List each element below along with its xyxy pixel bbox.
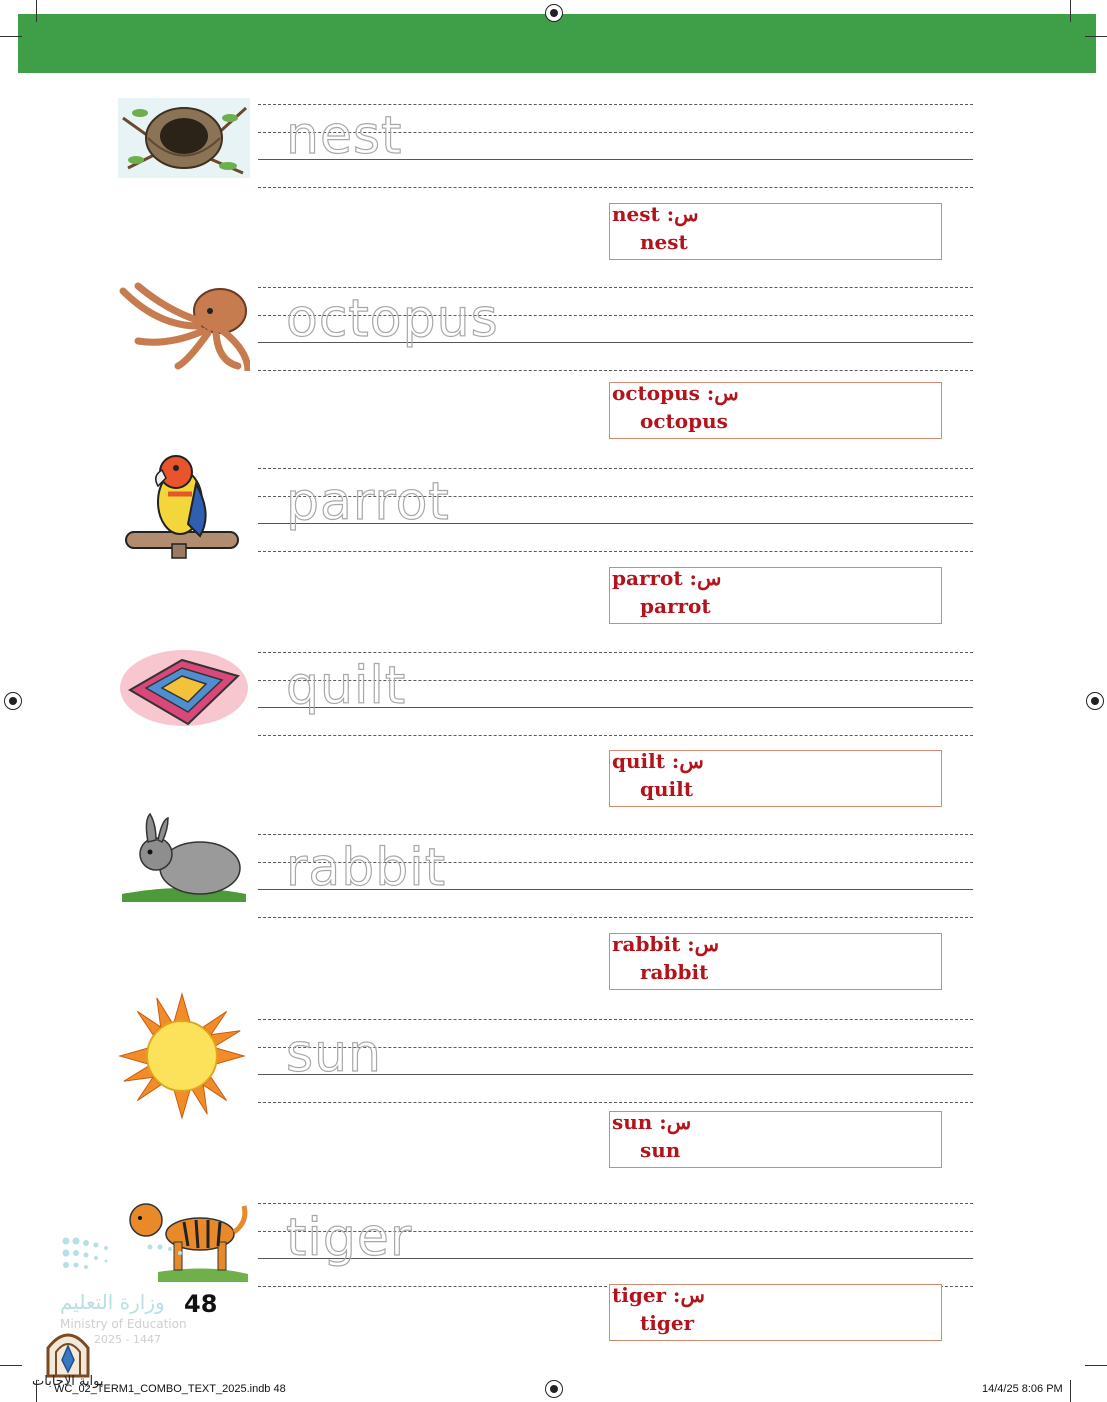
answer-box <box>609 750 942 807</box>
word-row-rabbit <box>0 830 1107 1012</box>
answer-text: rabbit <box>640 960 709 984</box>
answer-question: nest :س <box>612 202 699 226</box>
sun-icon <box>118 992 246 1120</box>
crop-mark <box>1070 0 1071 22</box>
nest-icon <box>118 98 250 188</box>
tracing-word: sun <box>286 1024 383 1084</box>
rabbit-icon <box>118 812 250 902</box>
footer-filename: WC_02_TERM1_COMBO_TEXT_2025.indb 48 <box>54 1383 286 1395</box>
answer-text: tiger <box>640 1311 695 1335</box>
word-row-nest <box>0 98 1107 280</box>
word-row-sun <box>0 1016 1107 1198</box>
ministry-year: 2025 - 1447 <box>94 1333 161 1346</box>
tracing-word: quilt <box>286 656 407 716</box>
answer-text: parrot <box>640 594 711 618</box>
word-row-tiger <box>0 1200 1107 1382</box>
site-logo-icon <box>44 1328 92 1378</box>
answer-question: tiger :س <box>612 1283 705 1307</box>
site-name: بوابة الاجابات <box>32 1374 104 1389</box>
answer-question: parrot :س <box>612 566 722 590</box>
ministry-dots-logo-icon <box>60 1235 190 1280</box>
answer-text: nest <box>640 230 688 254</box>
quilt-icon <box>118 648 250 738</box>
answer-question: octopus :س <box>612 381 739 405</box>
answer-question: sun :س <box>612 1110 692 1134</box>
header-banner <box>18 14 1096 73</box>
answer-text: octopus <box>640 409 728 433</box>
answer-box <box>609 567 942 624</box>
crop-mark <box>1085 36 1107 37</box>
answer-box <box>609 1111 942 1168</box>
answer-box <box>609 1284 942 1341</box>
answer-box <box>609 203 942 260</box>
answer-text: sun <box>640 1138 681 1162</box>
tracing-word: nest <box>286 106 403 166</box>
ministry-arabic: وزارة التعليم <box>60 1290 165 1314</box>
crop-mark <box>36 0 37 22</box>
parrot-icon <box>118 454 250 564</box>
octopus-icon <box>118 281 250 371</box>
tracing-word: tiger <box>286 1208 413 1268</box>
word-row-quilt <box>0 648 1107 830</box>
answer-box <box>609 382 942 439</box>
word-row-octopus <box>0 281 1107 463</box>
registration-mark-icon <box>545 1380 563 1398</box>
page-number: 48 <box>184 1290 218 1318</box>
answer-question: rabbit :س <box>612 932 720 956</box>
answer-box <box>609 933 942 990</box>
answer-question: quilt :س <box>612 749 704 773</box>
crop-mark <box>1070 1380 1071 1402</box>
tracing-word: rabbit <box>286 838 447 898</box>
footer-date: 14/4/25 8:06 PM <box>982 1383 1063 1395</box>
ministry-english: Ministry of Education <box>60 1317 187 1331</box>
registration-mark-icon <box>545 4 563 22</box>
tracing-word: octopus <box>286 289 499 349</box>
word-row-parrot <box>0 464 1107 646</box>
crop-mark <box>0 36 22 37</box>
tracing-word: parrot <box>286 472 450 532</box>
answer-text: quilt <box>640 777 693 801</box>
